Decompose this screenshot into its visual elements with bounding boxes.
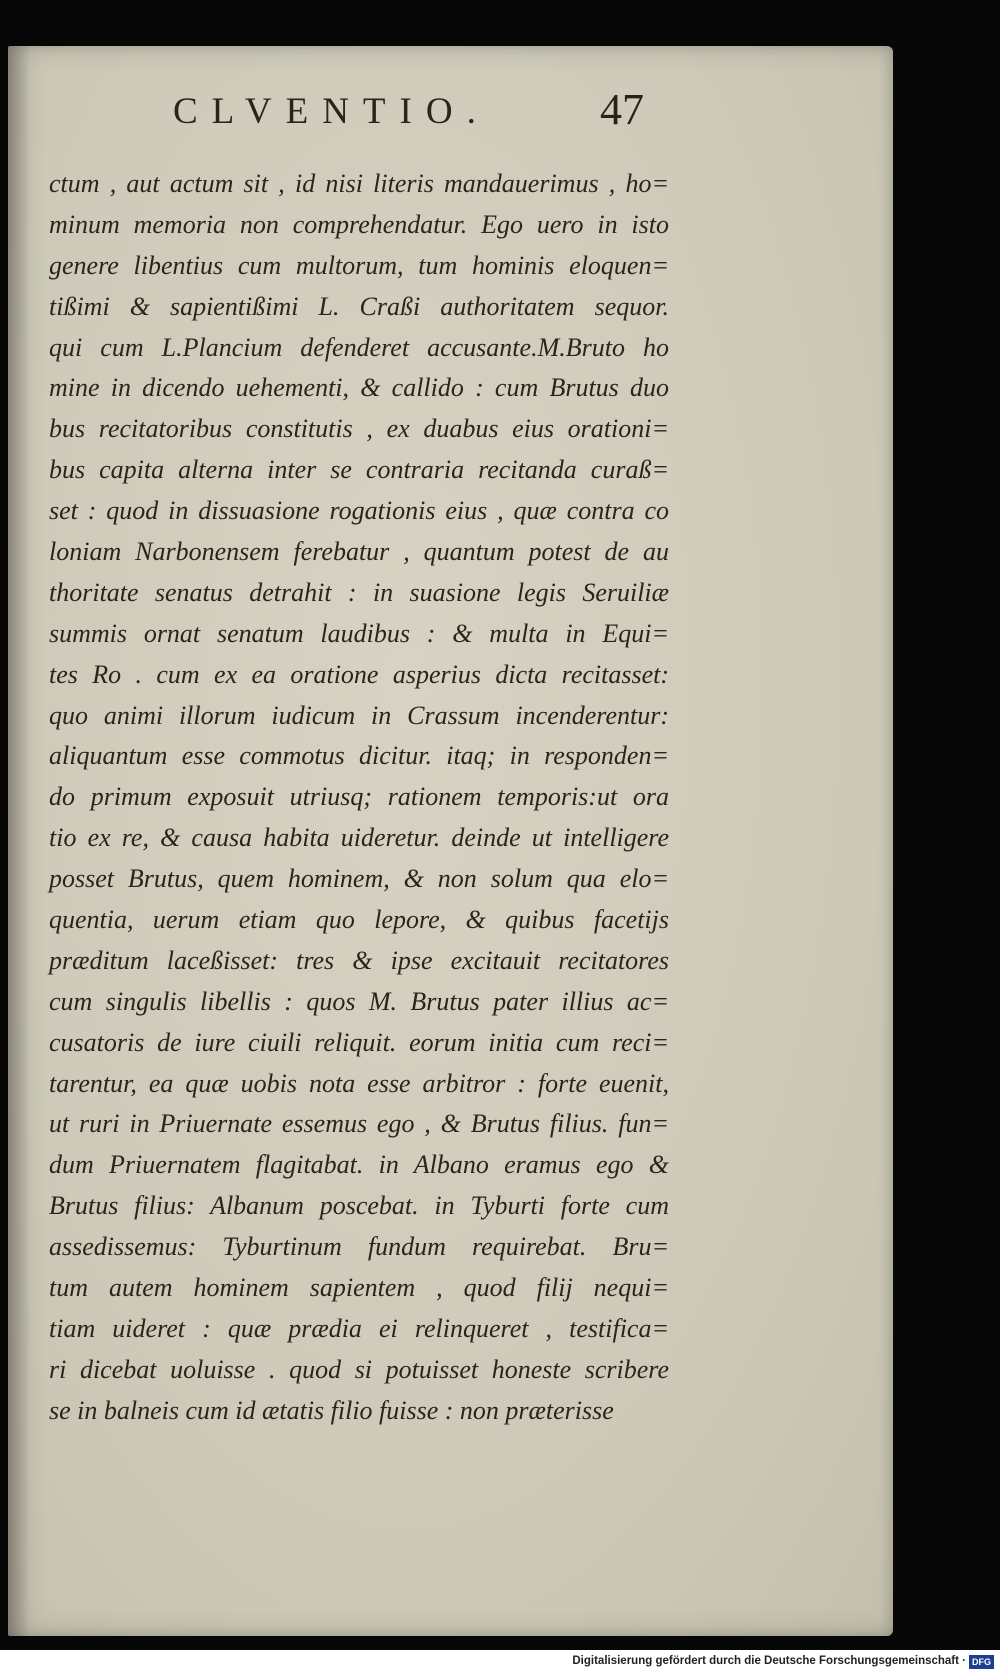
text-line: se in balneis cum id ætatis filio fuisse : non præterisse	[49, 1395, 614, 1425]
text-line: tißimi & sapientißimi L. Craßi authoritatem sequor.	[49, 291, 669, 321]
dfg-logo: DFG	[969, 1655, 994, 1669]
text-line: præditum laceßisset: tres & ipse excitauit recitatores	[49, 945, 669, 975]
text-line: set : quod in dissuasione rogationis eius , quæ contra co	[49, 496, 669, 526]
text-line: do primum exposuit utriusq; rationem temporis:ut ora	[49, 782, 669, 812]
text-line: tio ex re, & causa habita uideretur. deinde ut intelligere	[49, 823, 669, 853]
body-text	[49, 164, 669, 1432]
text-line: ctum , aut actum sit , id nisi literis mandauerimus , ho=	[49, 169, 669, 198]
page-gutter-shadow	[8, 46, 30, 1636]
text-line: thoritate senatus detrahit : in suasione legis Seruiliæ	[49, 577, 669, 607]
text-line: ut ruri in Priuernate essemus ego , & Brutus filius. fun=	[49, 1109, 669, 1139]
running-head	[8, 85, 893, 142]
text-line: cum singulis libellis : quos M. Brutus pater illius ac=	[49, 986, 669, 1016]
text-line: bus recitatoribus constitutis , ex duabus eius orationi=	[49, 414, 669, 444]
header-title: CLVENTIO.	[173, 91, 490, 132]
book-page	[8, 46, 893, 1636]
text-line: ri dicebat uoluisse . quod si potuisset honeste scribere	[49, 1354, 669, 1384]
text-line: summis ornat senatum laudibus : & multa in Equi=	[49, 618, 669, 648]
text-line: cusatoris de iure ciuili reliquit. eorum initia cum reci=	[49, 1027, 669, 1057]
text-line: quentia, uerum etiam quo lepore, & quibus facetijs	[49, 905, 669, 935]
text-line: Brutus filius: Albanum poscebat. in Tyburti forte cum	[49, 1191, 669, 1221]
text-line: tum autem hominem sapientem , quod filij nequi=	[49, 1273, 669, 1303]
text-line: tes Ro . cum ex ea oratione asperius dicta recitasset:	[49, 659, 669, 689]
text-line: posset Brutus, quem hominem, & non solum qua elo=	[49, 864, 669, 894]
text-line: mine in dicendo uehementi, & callido : cum Brutus duo	[49, 373, 669, 403]
text-line: tiam uideret : quæ prædia ei relinqueret , testifica=	[49, 1313, 669, 1343]
text-line: tarentur, ea quæ uobis nota esse arbitror : forte euenit,	[49, 1068, 669, 1098]
text-line: bus capita alterna inter se contraria recitanda curaß=	[49, 455, 669, 485]
text-line: quo animi illorum iudicum in Crassum incenderentur:	[49, 700, 669, 730]
text-line: assedissemus: Tyburtinum fundum requirebat. Bru=	[49, 1232, 669, 1262]
text-line: qui cum L.Plancium defenderet accusante.M.Bruto ho	[49, 332, 669, 362]
page-number: 47	[600, 85, 644, 134]
footer-bar	[0, 1650, 1000, 1675]
text-line: dum Priuernatem flagitabat. in Albano eramus ego &	[49, 1150, 669, 1180]
funding-credit: Digitalisierung gefördert durch die Deutsche Forschungsgemeinschaft ·	[572, 1655, 966, 1667]
text-line: minum memoria non comprehendatur. Ego uero in isto	[49, 209, 669, 239]
text-line: loniam Narbonensem ferebatur , quantum potest de au	[49, 537, 669, 567]
text-line: aliquantum esse commotus dicitur. itaq; in responden=	[49, 741, 669, 771]
text-line: genere libentius cum multorum, tum hominis eloquen=	[49, 250, 669, 280]
